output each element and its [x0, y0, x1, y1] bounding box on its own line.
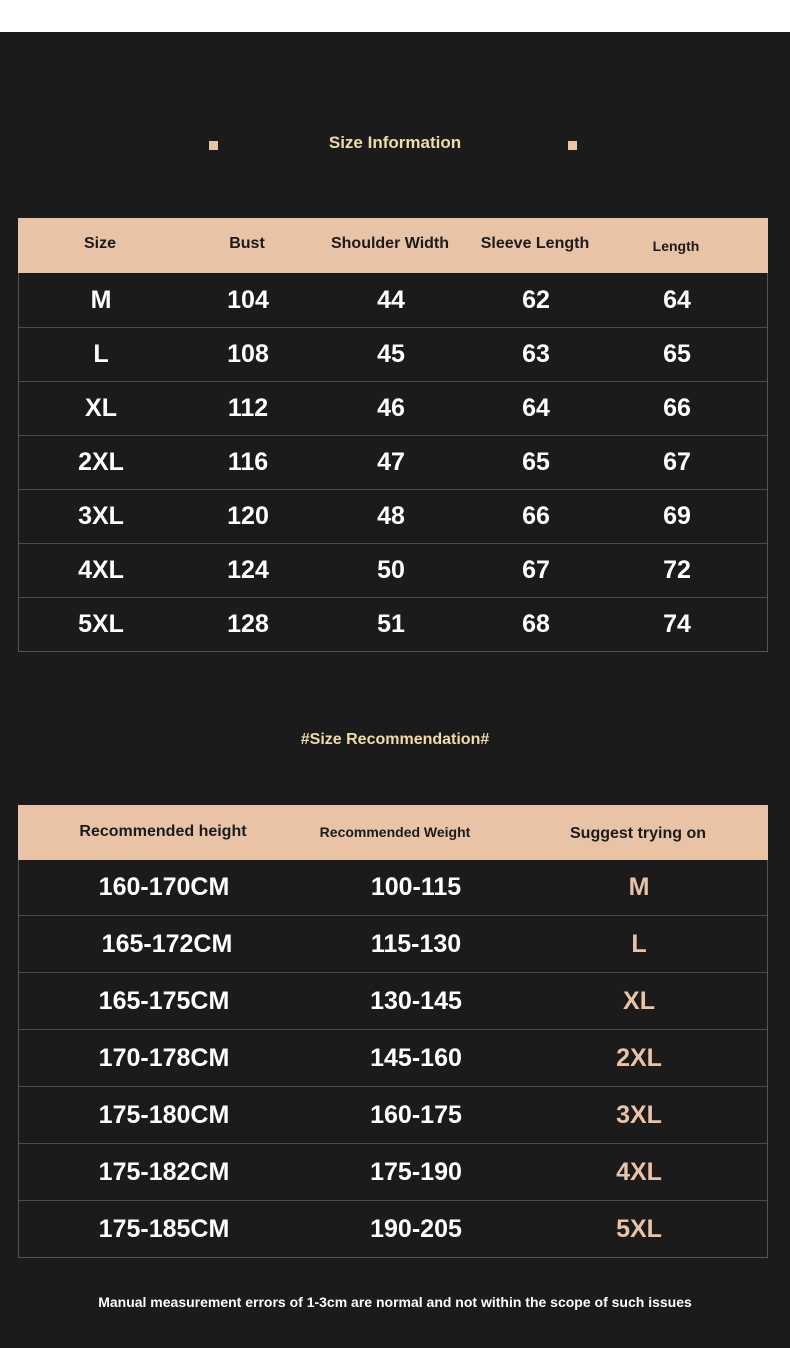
cell-recommended-height: 175-185CM — [98, 1214, 230, 1243]
cell-shoulder-width: 45 — [377, 340, 405, 368]
header-sleeve-length: Sleeve Length — [480, 235, 590, 252]
cell-length: 66 — [663, 394, 691, 422]
cell-sleeve-length: 63 — [522, 340, 550, 368]
cell-shoulder-width: 46 — [377, 394, 405, 422]
cell-recommended-weight: 115-130 — [370, 929, 462, 958]
cell-sleeve-length: 66 — [522, 502, 550, 530]
cell-shoulder-width: 50 — [377, 556, 405, 584]
cell-size: 5XL — [78, 610, 124, 638]
cell-recommended-height: 160-170CM — [98, 873, 230, 901]
cell-suggested-size: L — [631, 929, 647, 958]
header-bust: Bust — [229, 235, 265, 252]
cell-bust: 112 — [227, 394, 269, 422]
cell-size: 2XL — [78, 448, 124, 476]
table-row — [19, 489, 767, 543]
table-row — [19, 597, 767, 651]
cell-recommended-weight: 130-145 — [370, 986, 462, 1015]
cell-bust: 120 — [227, 502, 269, 530]
header-length: Length — [652, 238, 700, 254]
cell-sleeve-length: 67 — [522, 556, 550, 584]
top-white-strip — [0, 0, 790, 32]
cell-suggested-size: 2XL — [616, 1043, 662, 1072]
cell-recommended-height: 165-172CM — [101, 929, 233, 958]
cell-suggested-size: 4XL — [616, 1157, 662, 1186]
table-row — [19, 273, 767, 327]
cell-recommended-weight: 190-205 — [370, 1214, 462, 1243]
cell-bust: 104 — [227, 285, 269, 314]
table-row — [19, 972, 767, 1029]
cell-length: 65 — [663, 340, 691, 368]
cell-length: 69 — [663, 502, 691, 530]
header-size: Size — [83, 235, 116, 252]
table-row — [19, 915, 767, 972]
table-row — [19, 543, 767, 597]
size-information-title: Size Information — [328, 133, 462, 152]
table-row — [19, 1200, 767, 1257]
cell-size: 4XL — [78, 556, 124, 584]
size-table-header — [18, 218, 768, 273]
size-recommendation-title: #Size Recommendation# — [300, 731, 490, 748]
cell-size: 3XL — [78, 502, 124, 530]
header-recommended-height: Recommended height — [79, 823, 247, 840]
cell-length: 72 — [663, 556, 691, 584]
table-row — [19, 381, 767, 435]
cell-recommended-weight: 160-175 — [370, 1100, 462, 1129]
cell-recommended-weight: 175-190 — [370, 1157, 462, 1186]
cell-length: 74 — [663, 610, 691, 638]
cell-shoulder-width: 51 — [377, 610, 405, 638]
cell-bust: 128 — [227, 610, 269, 638]
cell-recommended-height: 170-178CM — [98, 1043, 230, 1072]
cell-shoulder-width: 44 — [377, 285, 405, 314]
cell-shoulder-width: 48 — [377, 502, 405, 530]
cell-sleeve-length: 62 — [522, 285, 550, 314]
cell-size: XL — [85, 394, 117, 422]
cell-suggested-size: 5XL — [616, 1214, 662, 1243]
cell-bust: 116 — [227, 448, 269, 476]
size-table-body — [18, 273, 768, 652]
cell-suggested-size: 3XL — [616, 1100, 662, 1129]
cell-recommended-weight: 100-115 — [370, 873, 462, 901]
header-recommended-weight: Recommended Weight — [319, 824, 471, 840]
cell-length: 64 — [663, 285, 691, 314]
table-row — [19, 327, 767, 381]
cell-size: M — [90, 285, 112, 314]
cell-recommended-height: 165-175CM — [98, 986, 230, 1015]
cell-recommended-height: 175-182CM — [98, 1157, 230, 1186]
table-row — [19, 435, 767, 489]
table-row — [19, 1143, 767, 1200]
size-recommendation-table — [18, 805, 768, 1258]
table-row — [19, 1086, 767, 1143]
recommendation-table-header — [18, 805, 768, 860]
cell-sleeve-length: 64 — [522, 394, 550, 422]
size-information-table — [18, 218, 768, 652]
cell-suggested-size: M — [628, 873, 650, 901]
cell-shoulder-width: 47 — [377, 448, 405, 476]
cell-recommended-weight: 145-160 — [370, 1043, 462, 1072]
cell-bust: 124 — [227, 556, 269, 584]
decorative-square-right — [568, 141, 577, 150]
recommendation-table-body — [18, 860, 768, 1258]
cell-length: 67 — [663, 448, 691, 476]
header-suggest-trying-on: Suggest trying on — [570, 825, 706, 842]
header-shoulder-width: Shoulder Width — [330, 235, 450, 252]
cell-suggested-size: XL — [623, 986, 655, 1015]
cell-recommended-height: 175-180CM — [98, 1100, 230, 1129]
table-row — [19, 860, 767, 915]
table-row — [19, 1029, 767, 1086]
measurement-disclaimer: Manual measurement errors of 1-3cm are normal and not within the scope of such issues — [98, 1294, 692, 1310]
cell-bust: 108 — [227, 340, 269, 368]
cell-sleeve-length: 65 — [522, 448, 550, 476]
cell-size: L — [93, 340, 109, 368]
cell-sleeve-length: 68 — [522, 610, 550, 638]
